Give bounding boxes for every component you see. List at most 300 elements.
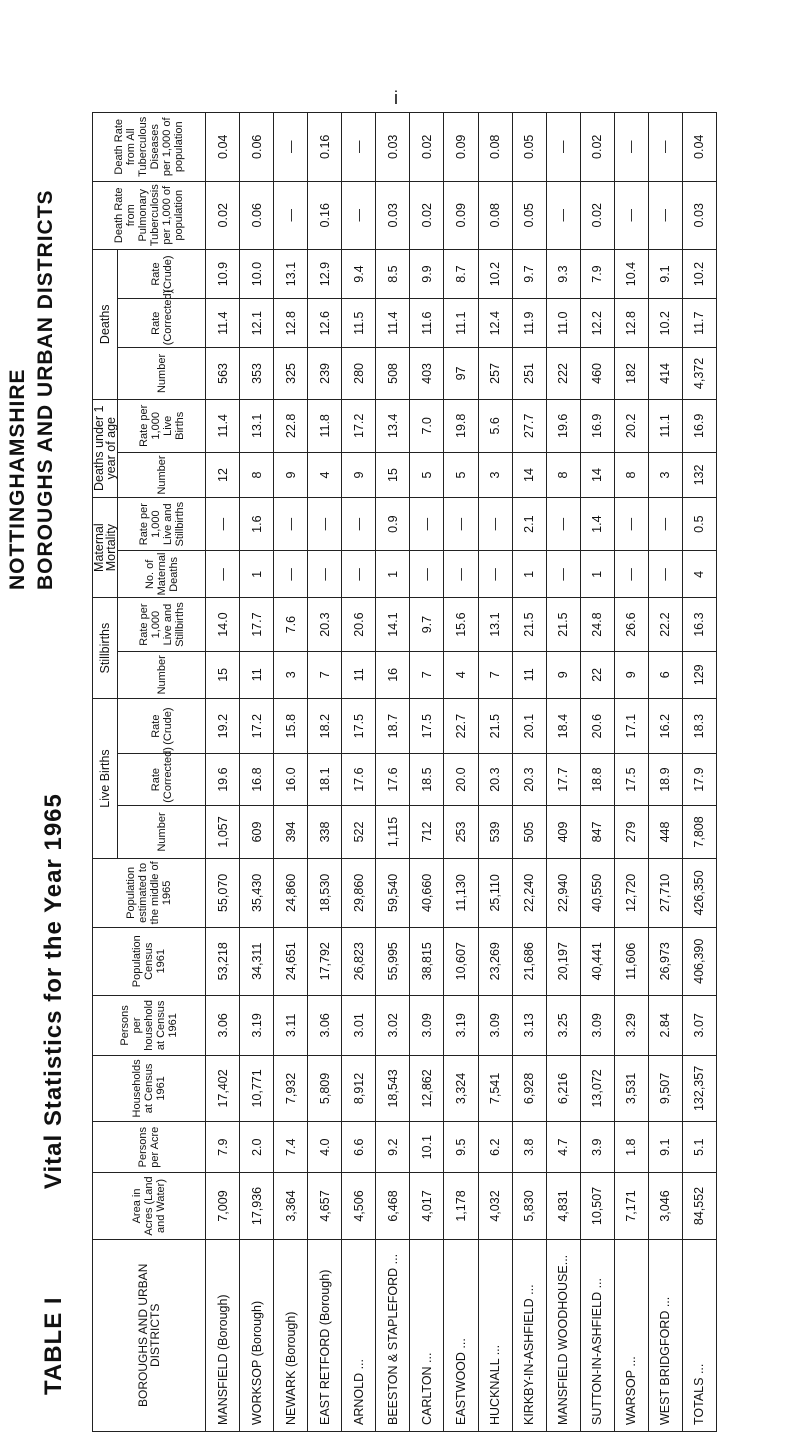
cell-name: EAST RETFORD (Borough)	[308, 1239, 342, 1431]
cell-name: WARSOP ...	[614, 1239, 648, 1431]
cell-sb-rate: 26.6	[614, 598, 648, 651]
header-borough: BOROUGHS AND URBAN DISTRICTS	[93, 1239, 206, 1431]
cell-pph: 3.11	[274, 995, 308, 1055]
cell-du1-rate: 19.6	[546, 399, 580, 452]
cell-md-rate: —	[478, 497, 512, 550]
cell-pulm: —	[274, 181, 308, 249]
cell-du1: 8	[546, 453, 580, 498]
cell-sb: 11	[240, 651, 274, 698]
cell-lb-corr: 19.6	[206, 754, 240, 805]
header-stillbirths: Stillbirths	[93, 598, 118, 698]
cell-name: MANSFIELD WOODHOUSE...	[546, 1239, 580, 1431]
cell-du1-rate: 22.8	[274, 399, 308, 452]
cell-md-rate: —	[308, 497, 342, 550]
cell-lb-crude: 17.5	[342, 698, 376, 754]
cell-du1-rate: 11.1	[648, 399, 682, 452]
cell-pop61: 34,311	[240, 927, 274, 995]
cell-md-rate: 1.4	[580, 497, 614, 550]
cell-pop65: 29,860	[342, 859, 376, 927]
cell-sb: 9	[546, 651, 580, 698]
cell-pph: 3.06	[308, 995, 342, 1055]
cell-du1: 14	[512, 453, 546, 498]
cell-hh: 13,072	[580, 1055, 614, 1121]
cell-sb: 4	[444, 651, 478, 698]
header-population-1961: Population Census 1961	[93, 927, 206, 995]
cell-lb: 847	[580, 805, 614, 858]
cell-pph: 3.06	[206, 995, 240, 1055]
cell-pop65: 27,710	[648, 859, 682, 927]
cell-sb-rate: 20.6	[342, 598, 376, 651]
cell-pop61: 53,218	[206, 927, 240, 995]
cell-du1: 14	[580, 453, 614, 498]
cell-area: 6,468	[376, 1173, 410, 1239]
cell-area: 4,017	[410, 1173, 444, 1239]
cell-lb: 522	[342, 805, 376, 858]
cell-d-crude: 9.4	[342, 249, 376, 298]
cell-du1: 12	[206, 453, 240, 498]
cell-lb-crude: 17.5	[410, 698, 444, 754]
header-lb-crude: Rate (Crude)	[118, 698, 206, 754]
cell-hh: 3,531	[614, 1055, 648, 1121]
header-md-number: No. of Maternal Deaths	[118, 551, 206, 598]
cell-lb: 253	[444, 805, 478, 858]
header-d-crude: Rate (Crude)	[118, 249, 206, 298]
cell-pop61: 21,686	[512, 927, 546, 995]
cell-du1: 132	[682, 453, 716, 498]
cell-pph: 3.25	[546, 995, 580, 1055]
cell-ppa: 4.0	[308, 1122, 342, 1173]
cell-lb: 609	[240, 805, 274, 858]
cell-tb: 0.16	[308, 113, 342, 182]
cell-pph: 3.19	[240, 995, 274, 1055]
cell-sb: 129	[682, 651, 716, 698]
cell-ppa: 3.8	[512, 1122, 546, 1173]
cell-sb: 6	[648, 651, 682, 698]
cell-sb: 7	[308, 651, 342, 698]
cell-du1: 3	[478, 453, 512, 498]
cell-sb: 11	[342, 651, 376, 698]
cell-sb-rate: 9.7	[410, 598, 444, 651]
cell-name: TOTALS ...	[682, 1239, 716, 1431]
cell-tb: 0.03	[376, 113, 410, 182]
cell-ppa: 6.2	[478, 1122, 512, 1173]
cell-md-rate: 1.6	[240, 497, 274, 550]
cell-pop61: 55,995	[376, 927, 410, 995]
cell-tb: —	[342, 113, 376, 182]
cell-lb-crude: 20.1	[512, 698, 546, 754]
table-row	[240, 113, 274, 1432]
cell-tb: 0.08	[478, 113, 512, 182]
cell-md: 1	[376, 551, 410, 598]
cell-area: 4,506	[342, 1173, 376, 1239]
cell-md-rate: 2.1	[512, 497, 546, 550]
table-row	[274, 113, 308, 1432]
cell-lb-corr: 18.9	[648, 754, 682, 805]
cell-area: 84,552	[682, 1173, 716, 1239]
cell-tb: 0.09	[444, 113, 478, 182]
table-row	[308, 113, 342, 1432]
cell-du1-rate: 16.9	[580, 399, 614, 452]
cell-d-corr: 11.5	[342, 299, 376, 348]
cell-d-corr: 11.0	[546, 299, 580, 348]
cell-lb-crude: 16.2	[648, 698, 682, 754]
cell-lb: 712	[410, 805, 444, 858]
cell-pop65: 40,550	[580, 859, 614, 927]
cell-md: —	[274, 551, 308, 598]
cell-md-rate: —	[410, 497, 444, 550]
cell-md-rate: —	[648, 497, 682, 550]
cell-md: 1	[240, 551, 274, 598]
cell-sb: 7	[410, 651, 444, 698]
cell-du1-rate: 13.4	[376, 399, 410, 452]
cell-hh: 17,402	[206, 1055, 240, 1121]
cell-name: CARLTON ...	[410, 1239, 444, 1431]
cell-lb: 1,057	[206, 805, 240, 858]
cell-d: 403	[410, 348, 444, 399]
cell-ppa: 9.2	[376, 1122, 410, 1173]
cell-sb-rate: 7.6	[274, 598, 308, 651]
cell-d-crude: 10.0	[240, 249, 274, 298]
header-sb-rate: Rate per 1,000 Live and Stillbirths	[118, 598, 206, 651]
cell-area: 3,364	[274, 1173, 308, 1239]
cell-md: —	[410, 551, 444, 598]
cell-md: —	[308, 551, 342, 598]
cell-d-corr: 11.4	[206, 299, 240, 348]
cell-pop65: 12,720	[614, 859, 648, 927]
cell-ppa: 3.9	[580, 1122, 614, 1173]
header-du1-rate: Rate per 1,000 Live Births	[118, 399, 206, 452]
cell-d-corr: 11.4	[376, 299, 410, 348]
cell-sb-rate: 16.3	[682, 598, 716, 651]
cell-hh: 7,541	[478, 1055, 512, 1121]
cell-md-rate: —	[614, 497, 648, 550]
cell-d-corr: 11.6	[410, 299, 444, 348]
cell-lb-corr: 18.1	[308, 754, 342, 805]
cell-name: HUCKNALL ...	[478, 1239, 512, 1431]
header-d-corrected: Rate (Corrected)	[118, 299, 206, 348]
cell-d: 239	[308, 348, 342, 399]
cell-d-crude: 10.2	[682, 249, 716, 298]
cell-pop61: 26,823	[342, 927, 376, 995]
cell-pph: 2.84	[648, 995, 682, 1055]
cell-pop61: 17,792	[308, 927, 342, 995]
cell-pulm: 0.09	[444, 181, 478, 249]
header-persons-per-household: Persons per household at Census 1961	[93, 995, 206, 1055]
cell-du1-rate: 11.4	[206, 399, 240, 452]
cell-ppa: 5.1	[682, 1122, 716, 1173]
cell-lb: 505	[512, 805, 546, 858]
cell-d: 325	[274, 348, 308, 399]
cell-ppa: 7.9	[206, 1122, 240, 1173]
cell-area: 4,831	[546, 1173, 580, 1239]
cell-du1-rate: 13.1	[240, 399, 274, 452]
cell-hh: 8,912	[342, 1055, 376, 1121]
cell-ppa: 7.4	[274, 1122, 308, 1173]
cell-md-rate: —	[546, 497, 580, 550]
cell-du1-rate: 11.8	[308, 399, 342, 452]
cell-du1: 4	[308, 453, 342, 498]
table-row	[206, 113, 240, 1432]
cell-d-corr: 11.1	[444, 299, 478, 348]
cell-pulm: 0.06	[240, 181, 274, 249]
cell-d-crude: 10.9	[206, 249, 240, 298]
totals-row	[682, 113, 716, 1432]
table-title: TABLE I Vital Statistics for the Year 1965	[40, 793, 67, 1395]
cell-pph: 3.09	[410, 995, 444, 1055]
cell-md: 4	[682, 551, 716, 598]
cell-sb-rate: 24.8	[580, 598, 614, 651]
cell-pulm: —	[342, 181, 376, 249]
cell-d-crude: 9.3	[546, 249, 580, 298]
cell-tb: 0.05	[512, 113, 546, 182]
cell-area: 17,936	[240, 1173, 274, 1239]
header-lb-corrected: Rate (Corrected)	[118, 754, 206, 805]
cell-pulm: —	[648, 181, 682, 249]
cell-tb: —	[648, 113, 682, 182]
cell-lb-crude: 22.7	[444, 698, 478, 754]
cell-pop65: 55,070	[206, 859, 240, 927]
cell-area: 4,657	[308, 1173, 342, 1239]
cell-du1: 9	[274, 453, 308, 498]
cell-lb-corr: 20.3	[512, 754, 546, 805]
cell-lb-corr: 17.6	[376, 754, 410, 805]
cell-pulm: 0.08	[478, 181, 512, 249]
header-population-1965: Population estimated to the middle of 1965	[93, 859, 206, 927]
header-live-births: Live Births	[93, 698, 118, 858]
cell-ppa: 10.1	[410, 1122, 444, 1173]
cell-name: MANSFIELD (Borough)	[206, 1239, 240, 1431]
cell-d: 563	[206, 348, 240, 399]
cell-area: 5,830	[512, 1173, 546, 1239]
cell-tb: 0.02	[410, 113, 444, 182]
cell-lb-corr: 20.0	[444, 754, 478, 805]
cell-sb-rate: 14.0	[206, 598, 240, 651]
cell-area: 3,046	[648, 1173, 682, 1239]
cell-hh: 10,771	[240, 1055, 274, 1121]
cell-d-corr: 12.8	[614, 299, 648, 348]
cell-sb: 11	[512, 651, 546, 698]
cell-sb-rate: 17.7	[240, 598, 274, 651]
cell-pph: 3.13	[512, 995, 546, 1055]
cell-pop65: 40,660	[410, 859, 444, 927]
cell-lb-crude: 20.6	[580, 698, 614, 754]
cell-pop61: 38,815	[410, 927, 444, 995]
cell-d-corr: 12.2	[580, 299, 614, 348]
cell-d-corr: 12.1	[240, 299, 274, 348]
table-row	[580, 113, 614, 1432]
cell-d-crude: 8.5	[376, 249, 410, 298]
cell-ppa: 2.0	[240, 1122, 274, 1173]
cell-du1: 8	[240, 453, 274, 498]
table-body	[206, 113, 717, 1432]
cell-d-crude: 8.7	[444, 249, 478, 298]
cell-d-corr: 12.6	[308, 299, 342, 348]
cell-pph: 3.19	[444, 995, 478, 1055]
cell-ppa: 9.5	[444, 1122, 478, 1173]
cell-d-crude: 12.9	[308, 249, 342, 298]
cell-d-crude: 9.7	[512, 249, 546, 298]
cell-du1: 5	[444, 453, 478, 498]
cell-lb-crude: 18.4	[546, 698, 580, 754]
cell-hh: 12,862	[410, 1055, 444, 1121]
main-title: NOTTINGHAMSHIRE	[6, 368, 29, 590]
cell-d-corr: 12.8	[274, 299, 308, 348]
table-row	[512, 113, 546, 1432]
cell-hh: 132,357	[682, 1055, 716, 1121]
cell-d: 251	[512, 348, 546, 399]
cell-d-crude: 7.9	[580, 249, 614, 298]
cell-area: 1,178	[444, 1173, 478, 1239]
cell-pop61: 24,651	[274, 927, 308, 995]
cell-du1-rate: 19.8	[444, 399, 478, 452]
cell-lb-crude: 18.2	[308, 698, 342, 754]
cell-d: 508	[376, 348, 410, 399]
cell-pulm: —	[614, 181, 648, 249]
cell-pulm: 0.05	[512, 181, 546, 249]
cell-d: 4,372	[682, 348, 716, 399]
cell-md: 1	[512, 551, 546, 598]
cell-du1-rate: 16.9	[682, 399, 716, 452]
cell-lb-crude: 19.2	[206, 698, 240, 754]
cell-pop61: 40,441	[580, 927, 614, 995]
cell-d-corr: 12.4	[478, 299, 512, 348]
cell-pop65: 24,860	[274, 859, 308, 927]
header-d-number: Number	[118, 348, 206, 399]
cell-lb-corr: 18.5	[410, 754, 444, 805]
cell-tb: 0.04	[206, 113, 240, 182]
cell-pulm: 0.02	[206, 181, 240, 249]
cell-lb: 279	[614, 805, 648, 858]
cell-pop65: 22,940	[546, 859, 580, 927]
cell-name: WEST BRIDGFORD ...	[648, 1239, 682, 1431]
table-row	[478, 113, 512, 1432]
cell-ppa: 4.7	[546, 1122, 580, 1173]
cell-hh: 5,809	[308, 1055, 342, 1121]
cell-hh: 7,932	[274, 1055, 308, 1121]
cell-pop61: 10,607	[444, 927, 478, 995]
cell-md: —	[648, 551, 682, 598]
cell-lb: 338	[308, 805, 342, 858]
table-row	[376, 113, 410, 1432]
cell-lb-corr: 17.6	[342, 754, 376, 805]
cell-pulm: 0.03	[376, 181, 410, 249]
cell-sb-rate: 21.5	[546, 598, 580, 651]
cell-ppa: 9.1	[648, 1122, 682, 1173]
cell-pph: 3.09	[580, 995, 614, 1055]
cell-md-rate: 0.5	[682, 497, 716, 550]
cell-md-rate: —	[206, 497, 240, 550]
cell-lb: 1,115	[376, 805, 410, 858]
cell-pop61: 406,390	[682, 927, 716, 995]
cell-hh: 6,928	[512, 1055, 546, 1121]
cell-sb: 16	[376, 651, 410, 698]
header-deaths: Deaths	[93, 249, 118, 399]
cell-lb-corr: 17.7	[546, 754, 580, 805]
cell-md: 1	[580, 551, 614, 598]
cell-hh: 18,543	[376, 1055, 410, 1121]
header-lb-number: Number	[118, 805, 206, 858]
cell-pulm: 0.16	[308, 181, 342, 249]
cell-pop61: 11,606	[614, 927, 648, 995]
cell-d: 353	[240, 348, 274, 399]
cell-lb-crude: 17.1	[614, 698, 648, 754]
header-all-tb: Death Rate from All Tuberculous Diseases per 1,000 of population	[93, 113, 206, 182]
cell-name: KIRKBY-IN-ASHFIELD ...	[512, 1239, 546, 1431]
cell-d-crude: 9.9	[410, 249, 444, 298]
cell-sb: 7	[478, 651, 512, 698]
cell-area: 4,032	[478, 1173, 512, 1239]
cell-md: —	[478, 551, 512, 598]
cell-du1: 5	[410, 453, 444, 498]
cell-pop61: 23,269	[478, 927, 512, 995]
header-md-rate: Rate per 1,000 Live and Stillbirths	[118, 497, 206, 550]
cell-lb-corr: 16.8	[240, 754, 274, 805]
table-row	[444, 113, 478, 1432]
header-deaths-under-1: Deaths under 1 year of age	[93, 399, 118, 497]
cell-tb: 0.06	[240, 113, 274, 182]
cell-lb-corr: 16.0	[274, 754, 308, 805]
cell-lb-crude: 15.8	[274, 698, 308, 754]
cell-pop65: 18,530	[308, 859, 342, 927]
header-persons-per-acre: Persons per Acre	[93, 1122, 206, 1173]
cell-d-corr: 10.2	[648, 299, 682, 348]
cell-pph: 3.07	[682, 995, 716, 1055]
cell-lb-corr: 18.8	[580, 754, 614, 805]
cell-area: 7,171	[614, 1173, 648, 1239]
cell-du1: 3	[648, 453, 682, 498]
page-mark: i	[394, 88, 398, 108]
cell-pulm: —	[546, 181, 580, 249]
cell-d-corr: 11.9	[512, 299, 546, 348]
table-row	[410, 113, 444, 1432]
cell-tb: —	[614, 113, 648, 182]
cell-name: NEWARK (Borough)	[274, 1239, 308, 1431]
cell-hh: 6,216	[546, 1055, 580, 1121]
cell-md: —	[342, 551, 376, 598]
cell-sb-rate: 21.5	[512, 598, 546, 651]
cell-d: 280	[342, 348, 376, 399]
cell-du1: 9	[342, 453, 376, 498]
cell-tb: —	[274, 113, 308, 182]
cell-sb: 15	[206, 651, 240, 698]
cell-name: ARNOLD ...	[342, 1239, 376, 1431]
cell-lb: 394	[274, 805, 308, 858]
header-pulmonary-tb: Death Rate from Pulmonary Tuberculosis per 1,000 of population	[93, 181, 206, 249]
cell-lb-crude: 18.7	[376, 698, 410, 754]
cell-lb-corr: 17.9	[682, 754, 716, 805]
header-area: Area in Acres (Land and Water)	[93, 1173, 206, 1239]
cell-d: 97	[444, 348, 478, 399]
cell-pph: 3.01	[342, 995, 376, 1055]
cell-hh: 9,507	[648, 1055, 682, 1121]
cell-area: 10,507	[580, 1173, 614, 1239]
cell-ppa: 1.8	[614, 1122, 648, 1173]
cell-d: 182	[614, 348, 648, 399]
cell-tb: —	[546, 113, 580, 182]
cell-md-rate: 0.9	[376, 497, 410, 550]
cell-sb-rate: 20.3	[308, 598, 342, 651]
cell-du1-rate: 20.2	[614, 399, 648, 452]
header-sb-number: Number	[118, 651, 206, 698]
cell-tb: 0.02	[580, 113, 614, 182]
cell-name: SUTTON-IN-ASHFIELD ...	[580, 1239, 614, 1431]
cell-sb: 3	[274, 651, 308, 698]
table-row	[342, 113, 376, 1432]
cell-pop65: 25,110	[478, 859, 512, 927]
subtitle: BOROUGHS AND URBAN DISTRICTS	[34, 189, 57, 590]
cell-d-crude: 10.2	[478, 249, 512, 298]
cell-lb: 409	[546, 805, 580, 858]
